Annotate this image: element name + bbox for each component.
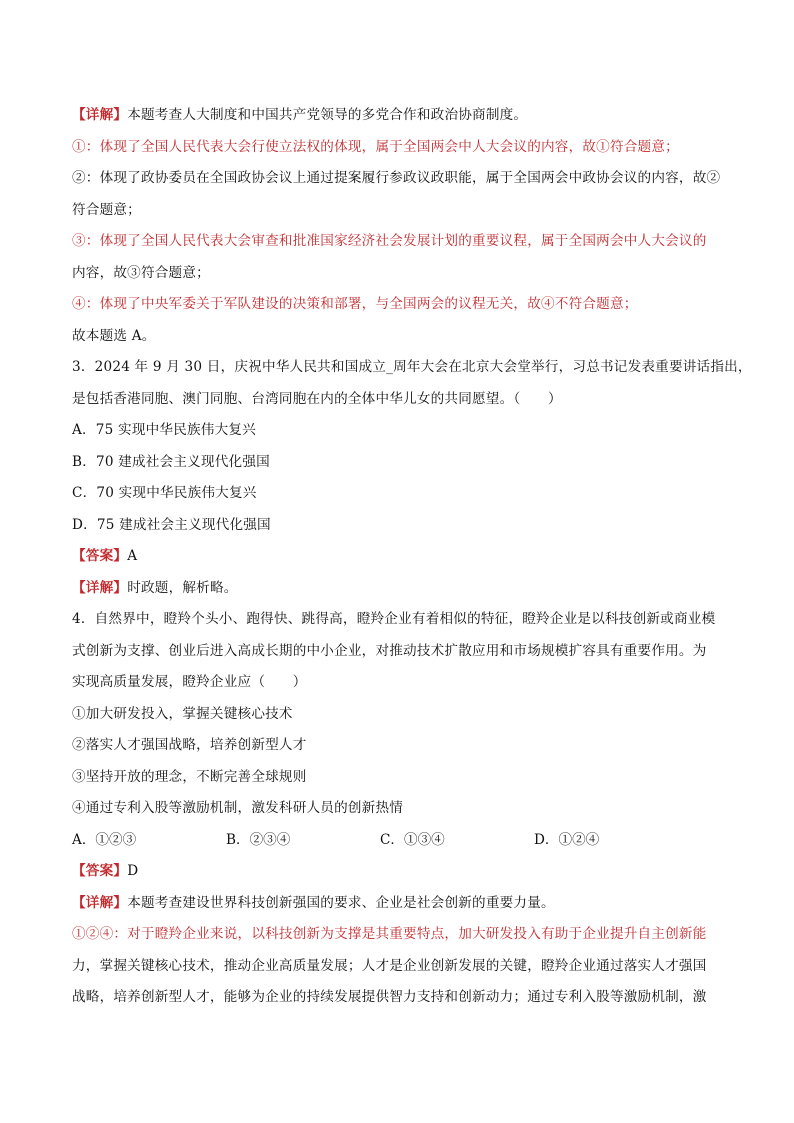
detail-label: 【详解】 (72, 107, 128, 123)
q4-detail-line-2: 力，掌握关键核心技术，推动企业高质量发展；人才是企业创新发展的关键，瞪羚企业通过落实人才强国 (72, 957, 707, 974)
document-page (72, 100, 752, 1014)
q4-statement-3: ③坚持开放的理念，不断完善全球规则 (72, 768, 307, 785)
q4-choice-a: A．①②③ (72, 831, 137, 848)
answer-label: 【答案】 (72, 548, 128, 564)
q3-option-c: C．70 实现中华民族伟大复兴 (72, 485, 257, 501)
q2-detail-item-1: ①：体现了全国人民代表大会行使立法权的体现，属于全国两会中人大会议的内容，故①符合题意； (72, 138, 679, 155)
q3-detail (72, 573, 722, 605)
q4-statement-2: ②落实人才强国战略，培养创新型人才 (72, 737, 307, 753)
answer-label: 【答案】 (72, 863, 128, 879)
q3-option-a: A．75 实现中华民族伟大复兴 (72, 422, 256, 438)
q4-statement-4: ④通过专利入股等激励机制，激发科研人员的创新热情 (72, 800, 404, 816)
q4-detail-intro (72, 888, 722, 920)
q4-answer (72, 856, 722, 888)
answer-value: D (127, 863, 139, 879)
q4-choice-c: C．①③④ (380, 831, 445, 848)
q3-stem-line-2: 是包括香港同胞、澳门同胞、台湾同胞在内的全体中华儿女的共同愿望。（ ） (72, 390, 562, 407)
q4-choices (72, 825, 722, 857)
q4-statement-1: ①加大研发投入，掌握关键核心技术 (72, 705, 293, 722)
q2-detail-item-2-line-2: 符合题意； (72, 201, 141, 218)
q2-detail-item-3-line-1: ③：体现了全国人民代表大会审查和批准国家经济社会发展计划的重要议程，属于全国两会中人大会议的 (72, 233, 707, 249)
q4-stem-line-1: 4．自然界中，瞪羚个头小、跑得快、跳得高，瞪羚企业有着相似的特征，瞪羚企业是以科技创新或商业模 (72, 611, 716, 627)
q4-choice-b: B．②③④ (226, 831, 291, 848)
q2-detail-item-2-line-1: ②：体现了政协委员在全国政协会议上通过提案履行参政议政职能，属于全国两会中政协会议的内容，故② (72, 170, 721, 186)
q2-detail-item-4: ④：体现了中央军委关于军队建设的决策和部署，与全国两会的议程无关，故④不符合题意； (72, 296, 638, 312)
q4-detail-line-1: ①②④：对于瞪羚企业来说，以科技创新为支撑是其重要特点，加大研发投入有助于企业提升自主创新能 (72, 926, 707, 942)
q2-conclusion: 故本题选 A。 (72, 327, 156, 344)
q4-stem-line-2: 式创新为支撑、创业后进入高成长期的中小企业，对推动技术扩散应用和市场规模扩容具有重要作用。为 (72, 642, 707, 659)
detail-text: 时政题，解析略。 (127, 579, 238, 596)
detail-intro-text: 本题考查建设世界科技创新强国的要求、企业是社会创新的重要力量。 (127, 894, 555, 911)
detail-intro-text: 本题考查人大制度和中国共产党领导的多党合作和政治协商制度。 (127, 107, 528, 123)
q3-stem-line-1: 3．2024 年 9 月 30 日，庆祝中华人民共和国成立_周年大会在北京大会堂举行，习总书记发表重要讲话指出， (72, 359, 752, 375)
q3-option-b: B．70 建成社会主义现代化强国 (72, 453, 270, 470)
q2-detail-item-3-line-2: 内容，故③符合题意； (72, 264, 210, 281)
q4-detail-line-3: 战略，培养创新型人才，能够为企业的持续发展提供智力支持和创新动力；通过专利入股等激励机制，激 (72, 989, 707, 1005)
q3-option-d: D．75 建成社会主义现代化强国 (72, 516, 271, 533)
q4-stem-line-3: 实现高质量发展，瞪羚企业应（ ） (72, 674, 307, 690)
detail-label: 【详解】 (72, 894, 128, 911)
q3-answer (72, 541, 722, 573)
q2-detail-intro (72, 100, 722, 132)
answer-value: A (127, 548, 138, 564)
detail-label: 【详解】 (72, 579, 128, 596)
q4-choice-d: D．①②④ (534, 831, 600, 848)
